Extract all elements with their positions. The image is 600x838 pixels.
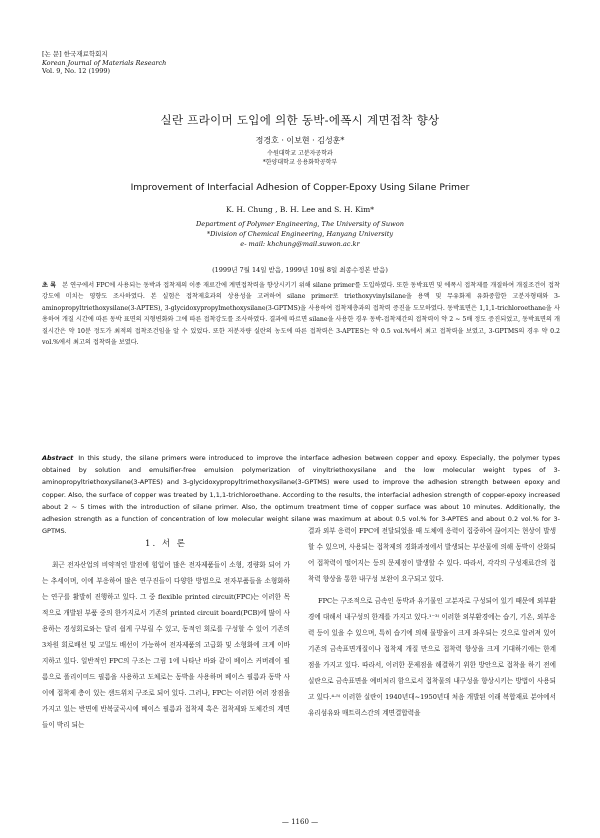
abstract-english-text: In this study, the silane primers were introduced to improve the interface adhesion between copper and epoxy. Especially, the polymer types obtained by solution and emulsifier-free emulsion polymerization of vinyltriethoxysilane and the low molecular weight types of 3-aminopropyltriethoxysilane(3-APTES) and 3-glycidoxypropyltrimethoxysilane(3-GPTMS) were used to improve the adhesion strength between epoxy and copper. Also, the surface of copper was treated by 1,1,1-trichloroethane. According to the results, the interfacial adhesion strength of copper-epoxy increased about 2 ~ 5 times with the introduction of silane primer. Also, the optimum treatment time of copper surface was about 10 minutes. Additionally, the adhesion strength as a function of concentration of low molecular weight silane was maximum at about 0.5 vol.% for 3-APTES and about 0.2 vol.% for 3-GPTMS. — [42, 454, 560, 536]
affiliation-korean-1: 수원대학교 고분자공학과 — [267, 150, 333, 157]
body-paragraph: 최근 전자산업의 비약적인 발전에 힘입어 많은 전자제품들이 소형, 경량화 되어 가는 추세이며, 이에 부응하여 많은 연구진들이 다양한 방법으로 전자부품들을 소형화하는 연구를 활발히 진행하고 있다. 그 중 flexible printed circuit(FPC)는 이러한 목적으로 개발된 부품 중의 한가지로서 기존의 printed circuit board(PCB)에 많이 사용하는 경성회로와는 달리 쉽게 구부릴 수 있고, 동적인 회로를 구성할 수 있어 기존의 3차원 회로배선 및 고밀도 배선이 가능하여 전자제품의 고급화 및 소형화에 크게 이바지하고 있다. 일반적인 FPC의 구조는 그림 1에 나타난 바와 같이 베이스 커버레이 필름으로 폴리이미드 필름을 사용하고 도체로는 동박을 사용하며 베이스 필름과 동박 사이에 접착제 층이 있는 샌드위치 구조로 되어 있다. 그러나, FPC는 이러한 여러 장점을 가지고 있는 반면에 반복굴곡시에 베이스 필름과 접착제 혹은 접착제와 도체간의 계면들이 박리 되는 — [42, 561, 290, 729]
abstract-english-label: Abstract — [42, 454, 74, 462]
section-heading-introduction: 1. 서 론 — [145, 539, 187, 549]
abstract-korean — [42, 280, 560, 348]
abstract-korean-label: 초 록 — [42, 282, 57, 289]
journal-header — [42, 50, 166, 76]
title-korean: 실란 프라이머 도입에 의한 동박-에폭시 계면접착 향상 — [160, 113, 440, 127]
journal-volume: Vol. 9, No. 12 (1999) — [42, 67, 111, 75]
abstract-korean-text: 본 연구에서 FPC에 사용되는 동박과 접착제의 이종 재료간에 계면접착력을 향상시키기 위해 silane primer를 도입하였다. 또한 동박표면 및 에폭시 접착제를 개질하여 개질조건이 접착강도에 미치는 영향도 조사하였다. 본 실험은 접착제효과의 상용성을 고려하여 silane primer로 triethoxyvinylsilane을 용액 및 무유화제 유화중합한 고분자형태와 3-aminopropyltriethoxysilane(3-APTES), 3-glycidoxypropylmethoxysilane(3-GPTMS)을 사용하여 접착제층과의 접착력 증진을 도모하였다. 동박표면은 1,1,1-trichloroethane을 사용하여 개질 시간에 따른 동박 표면의 지형변화와 그에 따른 접착강도를 조사하였다. 결과에 따르면 silane을 사용한 경우 동박-접착제간의 접착력이 약 2 ~ 5배 정도 증진되었고, 동박표면의 개질시간은 약 10분 정도가 최적의 접착조건임을 알 수 있었다. 또한 저분자량 실란의 농도에 따른 접착력은 3-APTES는 약 0.5 vol.%에서 최고 접착력을 보였고, 3-GPTMS의 경우 약 0.2 vol.%에서 최고의 접착력을 보였다. — [42, 282, 561, 347]
journal-name-en: Korean Journal of Materials Research — [42, 58, 167, 67]
page-number: — 1160 — — [281, 818, 319, 826]
body-column-left — [42, 557, 290, 733]
title-english: Improvement of Interfacial Adhesion of Copper-Epoxy Using Silane Primer — [130, 182, 470, 193]
authors-korean: 정경호 · 이보현 · 김성훈* — [255, 136, 345, 145]
affiliation-english-2: *Division of Chemical Engineering, Hanyang University — [206, 230, 394, 238]
received-dates: (1999년 7월 14일 받음, 1999년 10월 8일 최종수정본 받음) — [212, 266, 388, 274]
affiliation-english-1: Department of Polymer Engineering, The University of Suwon — [196, 220, 404, 228]
body-paragraph: FPC는 구조적으로 금속인 동박과 유기물인 고분자로 구성되어 있기 때문에 외부환경에 대해서 내구성의 한계를 가지고 있다.¹⁻³⁾ 이러한 외부환경에는 습기, 기온, 외부응력 등이 있을 수 있으며, 특히 습기에 의해 물방울이 크게 좌우되는 것으로 알려져 있어 기존의 금속표면개질이나 접착제 개질 만으로 접착력 향상을 크게 기대하기에는 한계점을 가지고 있다. 따라서, 이러한 문제점을 해결하기 위한 방안으로 접착을 하기 전에 실란으로 금속표면을 예비처리 함으로서 접착물의 내구성을 향상시키는 방법이 사용되고 있다.⁴·⁵⁾ 이러한 실란이 1940년대~1950년대 처음 개발된 이래 복합재료 분야에서 유리섬유와 매트릭스간의 계면결합력을 — [308, 597, 556, 717]
affiliations-korean — [0, 149, 600, 167]
author-email: e- mail: khchung@mail.suwon.ac.kr — [240, 240, 360, 248]
body-column-right — [308, 523, 556, 721]
body-paragraph: 결과 외부 응력이 FPC에 전달되었을 때 도체에 응력이 집중하여 끊어지는 현상이 발생할 수 있으며, 사용되는 접착제의 경화과정에서 발생되는 부산물에 의해 동박이 산화되어 접착력이 떨어지는 등의 문제점이 발생할 수 있다. 따라서, 각각의 구성재료간의 접착력 향상을 통한 내구성 보완이 요구되고 있다. — [308, 527, 556, 583]
journal-header-kr: [논 문] 한국재료학회지 — [42, 50, 108, 58]
affiliations-english — [0, 219, 600, 249]
authors-english: K. H. Chung , B. H. Lee and S. H. Kim* — [226, 205, 374, 214]
affiliation-korean-2: *한양대학교 응용화학공학부 — [262, 159, 338, 166]
